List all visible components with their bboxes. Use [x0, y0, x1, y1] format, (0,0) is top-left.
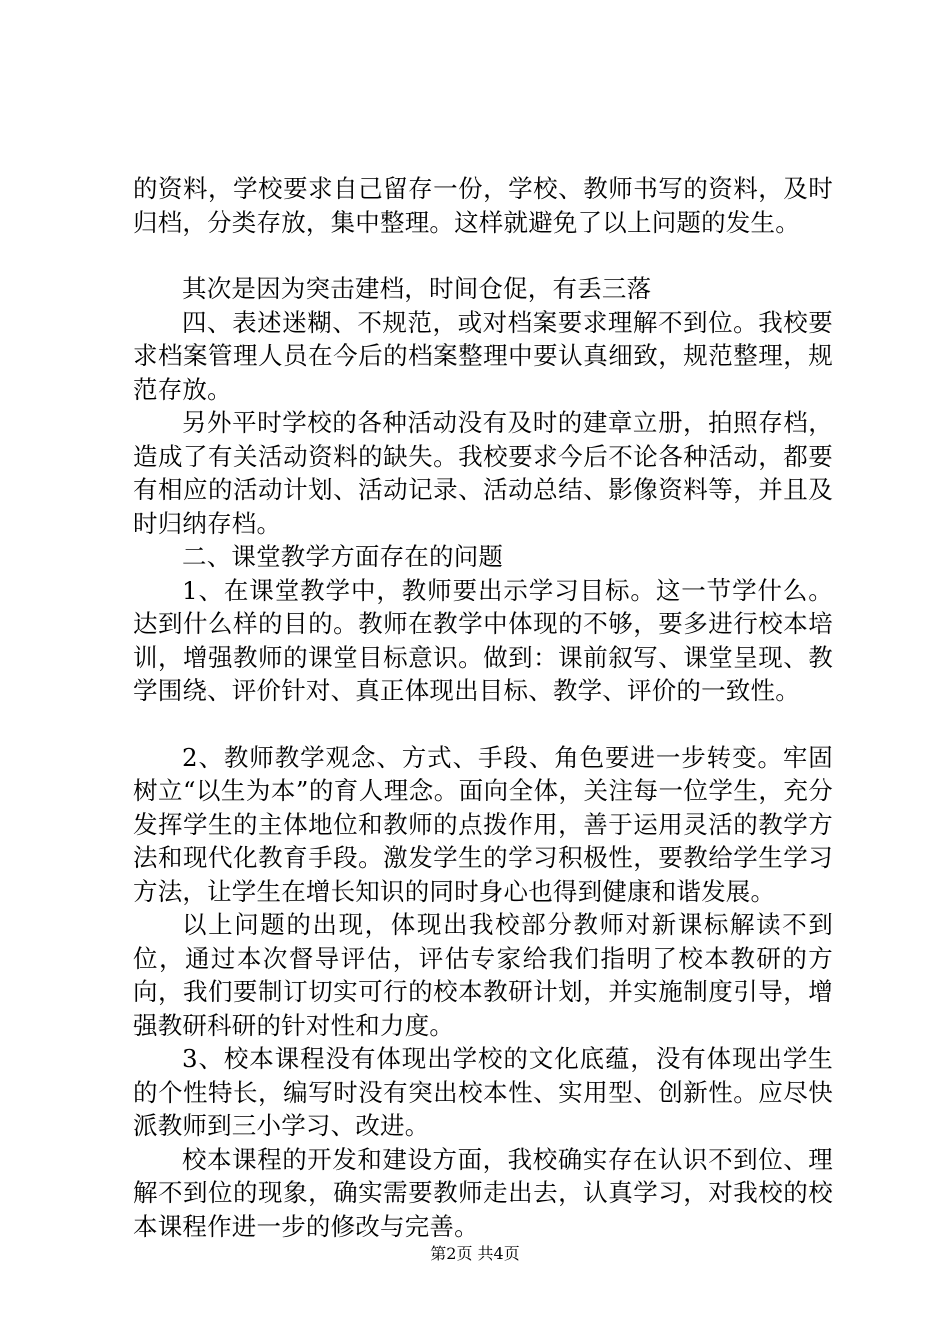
- section-heading-classroom-teaching: 二、课堂教学方面存在的问题: [182, 542, 504, 571]
- paragraph-4: 另外平时学校的各种活动没有及时的建章立册，拍照存档，造成了有关活动资料的缺失。我校要求今后不论各种活动，都要有相应的活动计划、活动记录、活动总结、影像资料等，并且及时归纳存档。: [133, 408, 833, 538]
- page-number-label: 第2页 共4页: [430, 1244, 520, 1263]
- paragraph-summary: 以上问题的出现，体现出我校部分教师对新课标解读不到位，通过本次督导评估，评估专家给我们指明了校本教研的方向，我们要制订切实可行的校本教研计划，并实施制度引导，增强教研科研的针对性和力度。: [133, 910, 833, 1040]
- paragraph-curriculum: 校本课程的开发和建设方面，我校确实存在认识不到位、理解不到位的现象，确实需要教师走出去，认真学习，对我校的校本课程作进一步的修改与完善。: [133, 1144, 833, 1241]
- paragraph-item-2: 2、教师教学观念、方式、手段、角色要进一步转变。牢固树立“以生为本”的育人理念。面向全体，关注每一位学生，充分发挥学生的主体地位和教师的点拨作用，善于运用灵活的教学方法和现代化教育手段。激发学生的学习积极性，要教给学生学习方法，让学生在增长知识的同时身心也得到健康和谐发展。: [133, 742, 833, 906]
- paragraph-3: 四、表述迷糊、不规范，或对档案要求理解不到位。我校要求档案管理人员在今后的档案整理中要认真细致，规范整理，规范存放。: [133, 307, 833, 404]
- paragraph-item-1: 1、在课堂教学中，教师要出示学习目标。这一节学什么。达到什么样的目的。教师在教学中体现的不够，要多进行校本培训，增强教师的课堂目标意识。做到：课前叙写、课堂呈现、教学围绕、评价针对、真正体现出目标、教学、评价的一致性。: [133, 575, 833, 705]
- paragraph-2: 其次是因为突击建档，时间仓促，有丢三落: [182, 274, 652, 303]
- paragraph-item-3: 3、校本课程没有体现出学校的文化底蕴，没有体现出学生的个性特长，编写时没有突出校本性、实用型、创新性。应尽快派教师到三小学习、改进。: [133, 1044, 833, 1140]
- page-footer: [0, 1244, 950, 1264]
- document-body: [133, 172, 833, 1243]
- paragraph-1: 的资料，学校要求自己留存一份，学校、教师书写的资料，及时归档，分类存放，集中整理。这样就避免了以上问题的发生。: [133, 174, 833, 237]
